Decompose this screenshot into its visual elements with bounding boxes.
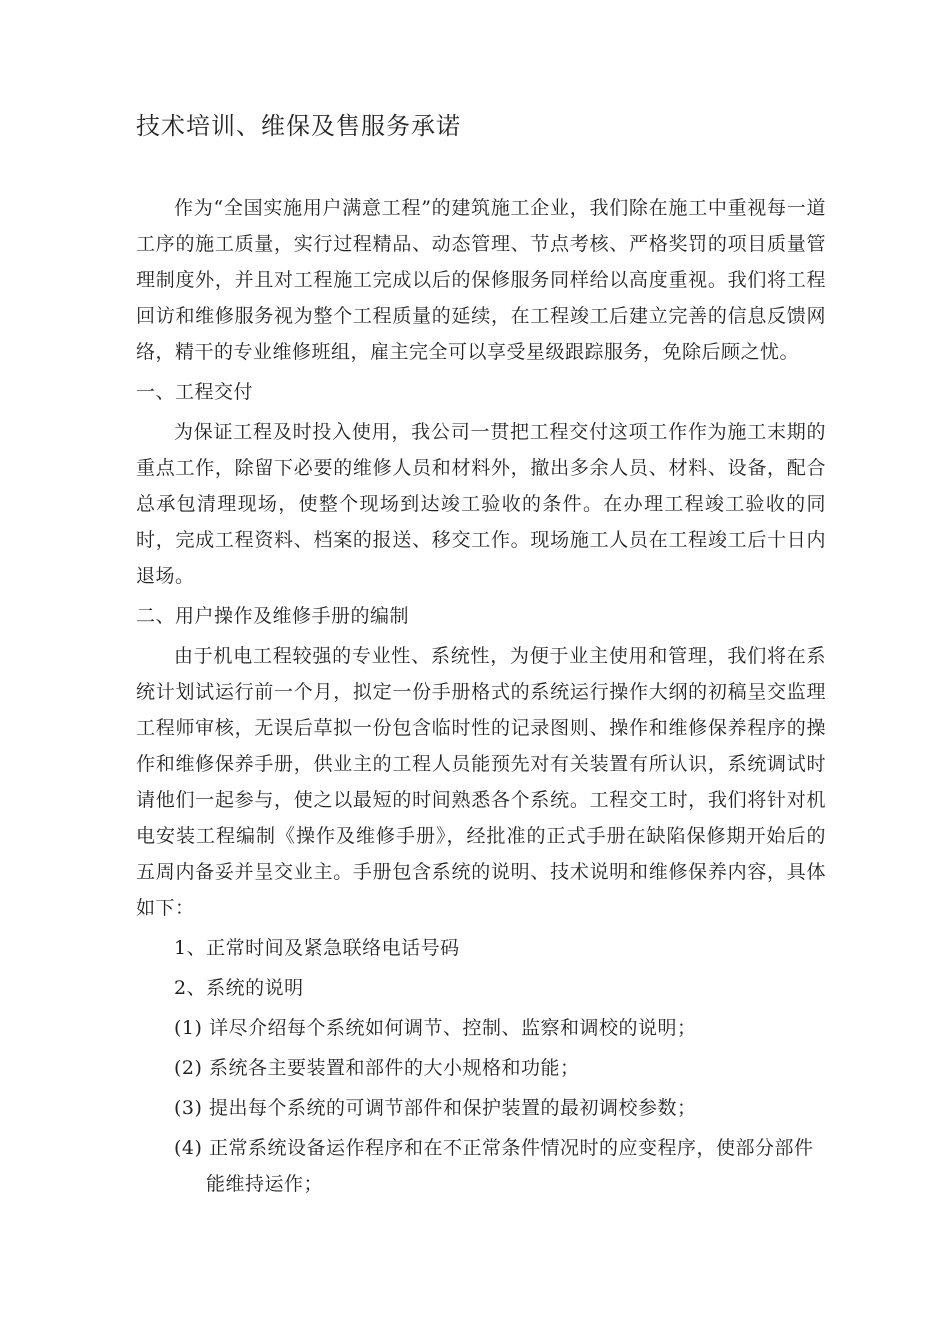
sub-list-item: (2) 系统各主要装置和部件的大小规格和功能； (174, 1057, 580, 1079)
sub-list-item: (1) 详尽介绍每个系统如何调节、控制、监察和调校的说明； (174, 1017, 697, 1039)
manual-paragraph: 由于机电工程较强的专业性、系统性，为便于业主使用和管理，我们将在系统计划试运行前一个月，拟定一份手册格式的系统运行操作大纲的初稿呈交监理工程师审核，无误后草拟一份包含临时性的记录图则、操作和维修保养程序的操作和维修保养手册，供业主的工程人员能预先对有关装置有所认识，系统调试时请他们一起参与，使之以最短的时间熟悉各个系统。工程交工时，我们将针对机电安装工程编制《操作及维修手册》，经批准的正式手册在缺陷保修期开始后的五周内备妥并呈交业主。手册包含系统的说明、技术说明和维修保养内容，具体如下： (136, 645, 826, 919)
sub-list-item: (3) 提出每个系统的可调节部件和保护装置的最初调校参数； (174, 1097, 697, 1119)
document-body (136, 190, 826, 1202)
sub-list-item: (4) 正常系统设备运作程序和在不正常条件情况时的应变程序，使部分部件能维持运作； (174, 1137, 814, 1195)
delivery-paragraph: 为保证工程及时投入使用，我公司一贯把工程交付这项工作作为施工末期的重点工作，除留下必要的维修人员和材料外，撤出多余人员、材料、设备，配合总承包清理现场，使整个现场到达竣工验收的条件。在办理工程竣工验收的同时，完成工程资料、档案的报送、移交工作。现场施工人员在工程竣工后十日内退场。 (136, 421, 826, 587)
section-heading-manual: 二、用户操作及维修手册的编制 (136, 605, 410, 627)
list-item: 2、系统的说明 (174, 977, 304, 999)
list-item: 1、正常时间及紧急联络电话号码 (174, 937, 460, 959)
section-heading-delivery: 一、工程交付 (136, 381, 254, 403)
intro-paragraph: 作为“全国实施用户满意工程”的建筑施工企业，我们除在施工中重视每一道工序的施工质量，实行过程精品、动态管理、节点考核、严格奖罚的项目质量管理制度外，并且对工程施工完成以后的保修服务同样给以高度重视。我们将工程回访和维修服务视为整个工程质量的延续，在工程竣工后建立完善的信息反馈网络，精干的专业维修班组，雇主完全可以享受星级跟踪服务，免除后顾之忧。 (136, 197, 826, 363)
document-title: 技术培训、维保及售服务承诺 (136, 112, 461, 140)
